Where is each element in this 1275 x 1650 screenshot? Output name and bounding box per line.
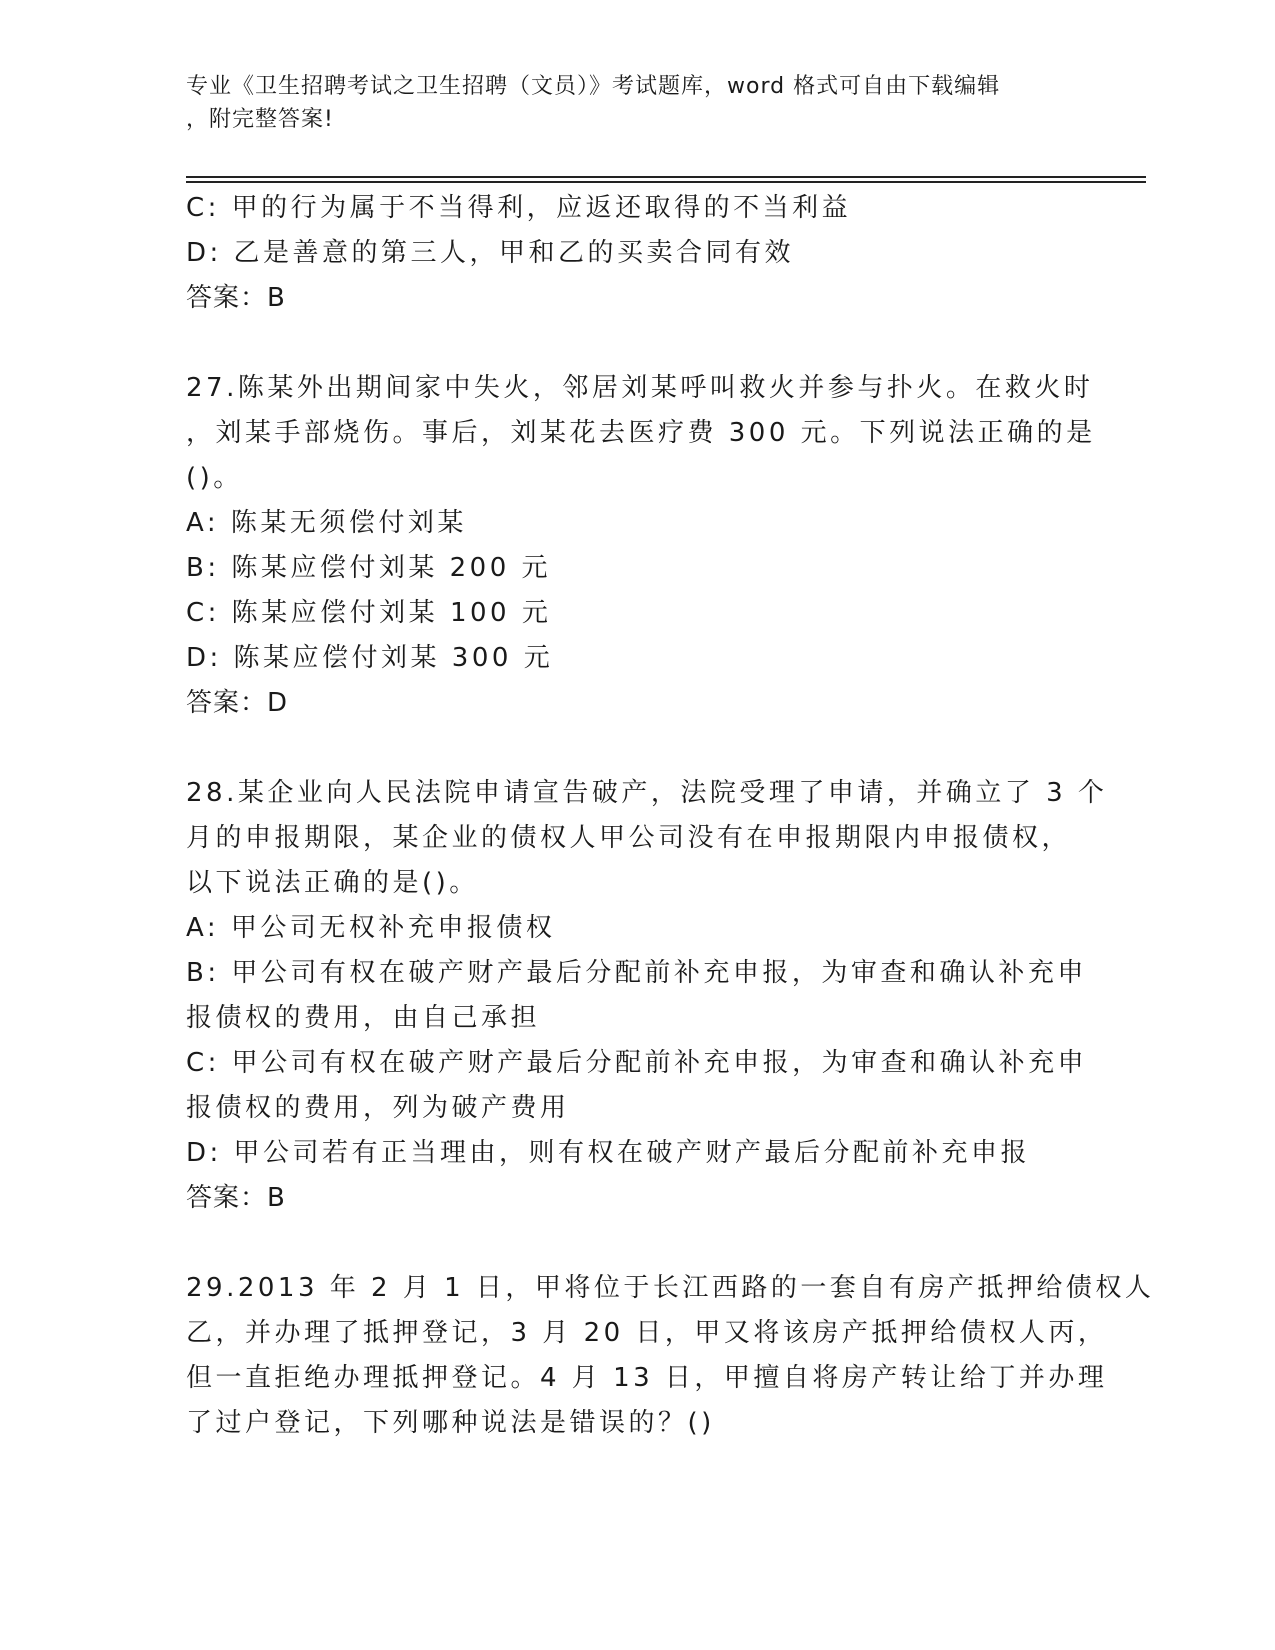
q28-stem-line-3: 以下说法正确的是()。 xyxy=(186,868,479,898)
q28-option-b-line-1: B: 甲公司有权在破产财产最后分配前补充申报，为审查和确认补充申 xyxy=(186,958,1087,988)
question-26-partial xyxy=(186,186,1086,321)
q29-stem-line-4: 了过户登记，下列哪种说法是错误的？() xyxy=(186,1408,715,1438)
question-28 xyxy=(186,771,1108,1221)
q27-stem-line-3: ()。 xyxy=(186,463,243,493)
q27-option-b: B: 陈某应偿付刘某 200 元 xyxy=(186,553,552,583)
q27-option-d: D: 陈某应偿付刘某 300 元 xyxy=(186,643,554,673)
q26-answer: 答案：B xyxy=(186,283,286,313)
q28-option-c-line-1: C: 甲公司有权在破产财产最后分配前补充申报，为审查和确认补充申 xyxy=(186,1048,1088,1078)
q28-option-a: A: 甲公司无权补充申报债权 xyxy=(186,913,556,943)
document-body xyxy=(186,186,1155,1446)
q28-option-d: D: 甲公司若有正当理由，则有权在破产财产最后分配前补充申报 xyxy=(186,1138,1031,1168)
q28-option-c-line-2: 报债权的费用，列为破产费用 xyxy=(186,1093,570,1123)
q28-option-b-line-2: 报债权的费用，由自己承担 xyxy=(186,1003,541,1033)
q28-stem-line-1: 28.某企业向人民法院申请宣告破产，法院受理了申请，并确立了 3 个 xyxy=(186,778,1108,808)
q26-option-c: C: 甲的行为属于不当得利，应返还取得的不当利益 xyxy=(186,193,852,223)
header-line-2: ，附完整答案! xyxy=(186,107,334,132)
header-divider-bottom xyxy=(186,181,1146,183)
q29-stem-line-1: 29.2013 年 2 月 1 日，甲将位于长江西路的一套自有房产抵押给债权人 xyxy=(186,1273,1155,1303)
q28-answer: 答案：B xyxy=(186,1183,286,1213)
q28-stem-line-2: 月的申报期限，某企业的债权人甲公司没有在申报期限内申报债权， xyxy=(186,823,1072,853)
q26-option-d: D: 乙是善意的第三人，甲和乙的买卖合同有效 xyxy=(186,238,795,268)
q27-option-a: A: 陈某无须偿付刘某 xyxy=(186,508,467,538)
header-line-1: 专业《卫生招聘考试之卫生招聘（文员）》考试题库，word 格式可自由下载编辑 xyxy=(186,74,1001,99)
q27-option-c: C: 陈某应偿付刘某 100 元 xyxy=(186,598,552,628)
q29-stem-line-3: 但一直拒绝办理抵押登记。4 月 13 日，甲擅自将房产转让给丁并办理 xyxy=(186,1363,1108,1393)
question-29 xyxy=(186,1266,1155,1446)
q29-stem-line-2: 乙，并办理了抵押登记，3 月 20 日，甲又将该房产抵押给债权人丙， xyxy=(186,1318,1108,1348)
document-header xyxy=(186,70,1086,136)
q27-stem-line-1: 27.陈某外出期间家中失火，邻居刘某呼叫救火并参与扑火。在救火时 xyxy=(186,373,1094,403)
header-divider-top xyxy=(186,176,1146,178)
q27-answer: 答案：D xyxy=(186,688,289,718)
q27-stem-line-2: ，刘某手部烧伤。事后，刘某花去医疗费 300 元。下列说法正确的是 xyxy=(186,418,1096,448)
question-27 xyxy=(186,366,1096,726)
